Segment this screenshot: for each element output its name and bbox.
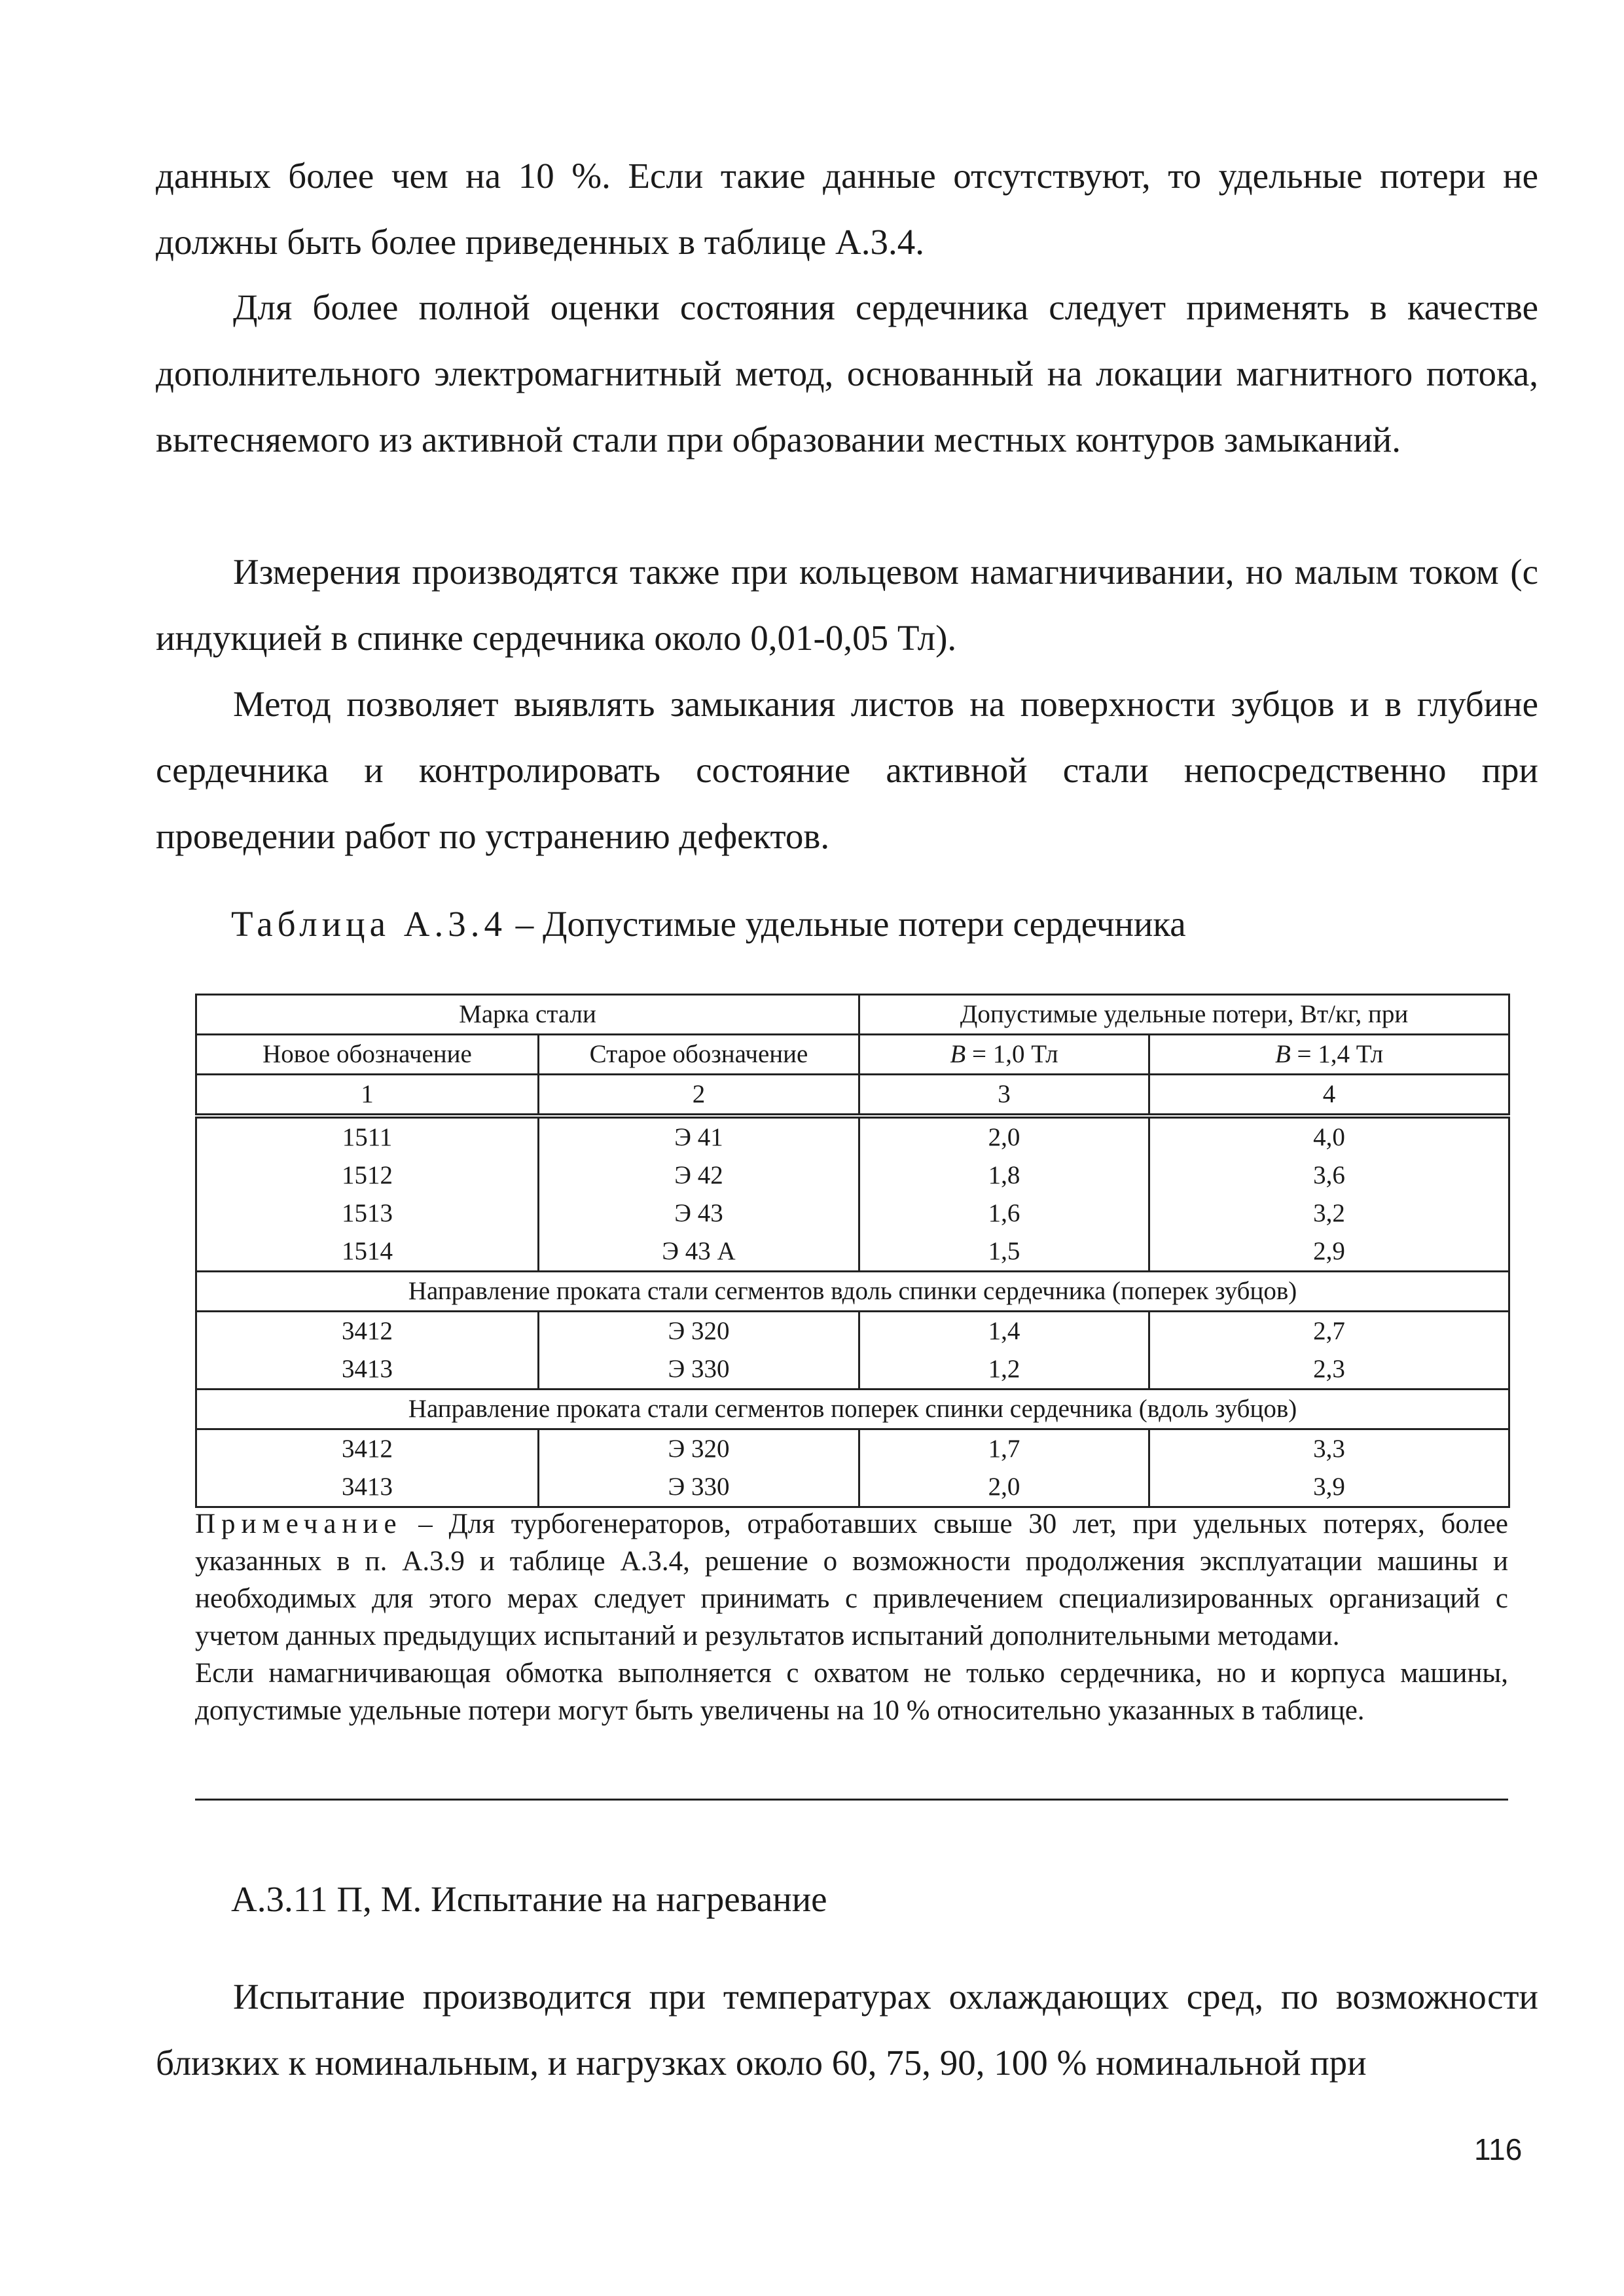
cell-value: 3412: [342, 1317, 393, 1345]
column-number-4: 4: [1149, 1075, 1509, 1117]
cell-value: 3413: [342, 1473, 393, 1501]
cell-value: 2,0: [988, 1473, 1020, 1501]
old-designation-cell: [539, 1429, 859, 1507]
cell-value: Э 330: [668, 1473, 730, 1501]
b-symbol: B: [1274, 1040, 1291, 1068]
table-note: [195, 1505, 1508, 1729]
header-allowed-losses: Допустимые удельные потери, Вт/кг, при: [859, 995, 1509, 1035]
header-b-1-4: [1149, 1035, 1509, 1075]
paragraph-5: Испытание производится при температурах охлаждающих сред, по возможности близких к номинальным, и нагрузках около 60, 75, 90, 100 % номинальной при: [156, 1977, 1538, 2083]
cell-value: 1511: [342, 1123, 393, 1151]
cell-value: Э 41: [674, 1123, 723, 1151]
cell-value: 2,9: [1313, 1237, 1345, 1265]
cell-value: Э 42: [674, 1161, 723, 1189]
table-group-1: [196, 1116, 1509, 1272]
paragraph-4: Метод позволяет выявлять замыкания листов на поверхности зубцов и в глубине сердечника и контролировать состояние активной стали непосредственно при проведении работ по устранению дефектов.: [156, 684, 1538, 856]
cell-value: Э 43 А: [662, 1237, 736, 1265]
paragraph-2: Для более полной оценки состояния сердечника следует применять в качестве дополнительного электромагнитный метод, основанный на локации магнитного потока, вытесняемого из активной стали при образовании местных контуров замыканий.: [156, 287, 1538, 459]
paragraph-1: данных более чем на 10 %. Если такие данные отсутствуют, то удельные потери не должны быть более приведенных в таблице А.3.4.: [156, 156, 1538, 262]
cell-value: 1,4: [988, 1317, 1020, 1345]
note-divider: [195, 1799, 1508, 1801]
cell-value: 1,2: [988, 1355, 1020, 1383]
new-designation-cell: [196, 1116, 539, 1272]
table-caption-label: Таблица А.3.4: [231, 904, 507, 944]
cell-value: 1514: [342, 1237, 393, 1265]
paragraph-3: Измерения производятся также при кольцевом намагничивании, но малым током (с индукцией в спинке сердечника около 0,01-0,05 Тл).: [156, 552, 1538, 658]
cell-value: 2,0: [988, 1123, 1020, 1151]
cell-value: 3,2: [1313, 1199, 1345, 1227]
new-designation-cell: [196, 1312, 539, 1390]
cell-value: 1,8: [988, 1161, 1020, 1189]
cell-value: 3,9: [1313, 1473, 1345, 1501]
table-group-2: [196, 1312, 1509, 1390]
cell-value: 2,7: [1313, 1317, 1345, 1345]
cell-value: Э 43: [674, 1199, 723, 1227]
allowed-losses-table: [195, 994, 1510, 1508]
cell-value: 3413: [342, 1355, 393, 1383]
cell-value: Э 320: [668, 1435, 730, 1463]
cell-value: 1,6: [988, 1199, 1020, 1227]
table-group-3: [196, 1429, 1509, 1507]
note-label: Примечание: [195, 1509, 403, 1539]
loss-b-1-4-cell: [1149, 1429, 1509, 1507]
section-row-along: Направление проката стали сегментов вдоль спинки сердечника (поперек зубцов): [196, 1272, 1509, 1312]
section-row-across: Направление проката стали сегментов поперек спинки сердечника (вдоль зубцов): [196, 1390, 1509, 1429]
cell-value: 3,6: [1313, 1161, 1345, 1189]
note-paragraph-1: [195, 1505, 1508, 1655]
column-number-3: 3: [859, 1075, 1149, 1117]
header-b-1-0: [859, 1035, 1149, 1075]
new-designation-cell: [196, 1429, 539, 1507]
table-caption-text: – Допустимые удельные потери сердечника: [506, 904, 1186, 944]
page-number: 116: [1474, 2132, 1523, 2166]
old-designation-cell: [539, 1312, 859, 1390]
header-old-designation: Старое обозначение: [539, 1035, 859, 1075]
cell-value: 3,3: [1313, 1435, 1345, 1463]
cell-value: Э 330: [668, 1355, 730, 1383]
b2-value: = 1,4 Тл: [1290, 1040, 1384, 1068]
cell-value: 3412: [342, 1435, 393, 1463]
cell-value: 1512: [342, 1161, 393, 1189]
old-designation-cell: [539, 1116, 859, 1272]
cell-value: Э 320: [668, 1317, 730, 1345]
column-number-2: 2: [539, 1075, 859, 1117]
cell-value: 1513: [342, 1199, 393, 1227]
b-symbol: B: [950, 1040, 966, 1068]
header-new-designation: Новое обозначение: [196, 1035, 539, 1075]
column-number-1: 1: [196, 1075, 539, 1117]
header-steel-grade: Марка стали: [196, 995, 859, 1035]
loss-b-1-0-cell: [859, 1116, 1149, 1272]
cell-value: 1,7: [988, 1435, 1020, 1463]
loss-b-1-4-cell: [1149, 1312, 1509, 1390]
table-caption: [231, 898, 1186, 950]
note-text-1: – Для турбогенераторов, отработавших свыше 30 лет, при удельных потерях, более указанных в п. А.3.9 и таблице А.3.4, решение о возможности продолжения эксплуатации машины и необходимых для этого мерах следует принимать с привлечением специализированных организаций с учетом данных предыдущих испытаний и результатов испытаний дополнительными методами.: [195, 1509, 1508, 1651]
cell-value: 1,5: [988, 1237, 1020, 1265]
loss-b-1-4-cell: [1149, 1116, 1509, 1272]
cell-value: 2,3: [1313, 1355, 1345, 1383]
note-text-2: Если намагничивающая обмотка выполняется с охватом не только сердечника, но и корпуса машины, допустимые удельные потери могут быть увеличены на 10 % относительно указанных в таблице.: [195, 1658, 1508, 1726]
cell-value: 4,0: [1313, 1123, 1345, 1151]
section-heading: А.3.11 П, М. Испытание на нагревание: [231, 1879, 827, 1919]
b1-value: = 1,0 Тл: [965, 1040, 1058, 1068]
loss-b-1-0-cell: [859, 1429, 1149, 1507]
loss-b-1-0-cell: [859, 1312, 1149, 1390]
